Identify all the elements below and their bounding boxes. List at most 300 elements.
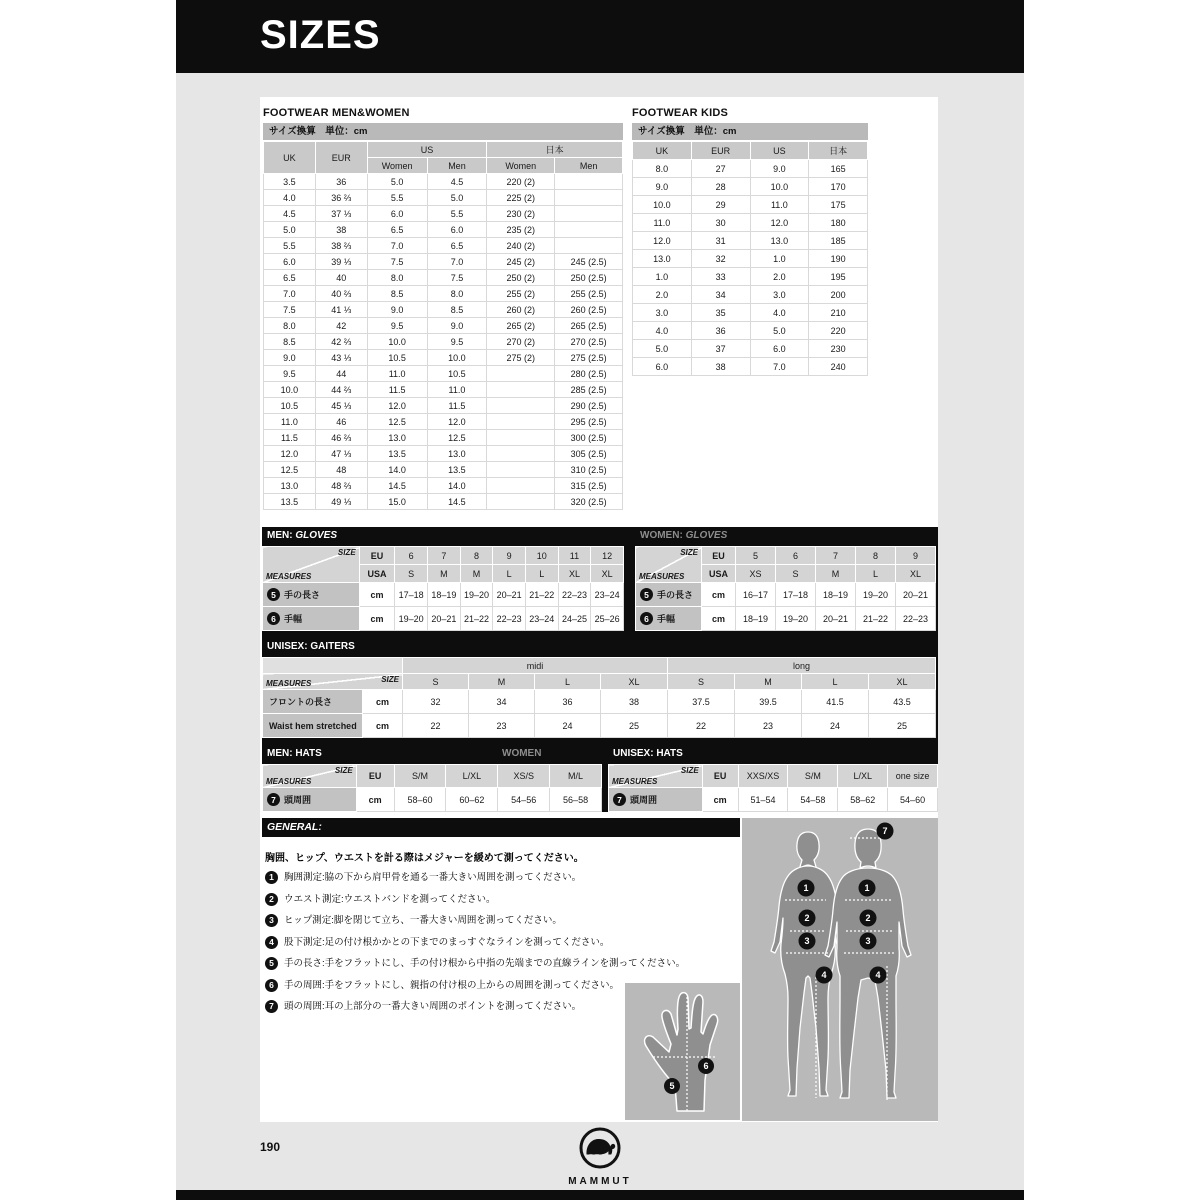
size-value-cell: 12.0 xyxy=(367,398,427,414)
size-value-cell xyxy=(487,446,555,462)
size-value-cell: 11.0 xyxy=(427,382,487,398)
size-value-cell: 185 xyxy=(809,232,868,250)
size-value-cell: 195 xyxy=(809,268,868,286)
measures-label: MEASURES xyxy=(266,679,312,688)
footwear-adult-table xyxy=(263,141,623,510)
inseam-marker-woman xyxy=(816,967,833,984)
measure-value-cell: 23 xyxy=(735,714,802,738)
gloves-women-title-em: GLOVES xyxy=(685,530,728,541)
size-value-cell: 13.0 xyxy=(264,478,316,494)
head-marker xyxy=(877,823,894,840)
size-value-cell: 12.5 xyxy=(367,414,427,430)
measure-value-cell: 19–20 xyxy=(776,607,816,631)
body-measure-diagram xyxy=(742,818,938,1121)
size-value-cell: 5.5 xyxy=(367,190,427,206)
size-value-cell: 8.0 xyxy=(427,286,487,302)
size-value-cell: 6.0 xyxy=(367,206,427,222)
size-value-cell: 9.0 xyxy=(367,302,427,318)
col-header-jp: 日本 xyxy=(487,142,623,158)
size-header-cell: 7 xyxy=(428,547,461,565)
size-value-cell xyxy=(555,238,623,254)
size-value-cell: 8.0 xyxy=(367,270,427,286)
size-value-cell: 36 ⅔ xyxy=(315,190,367,206)
length-group-header: midi xyxy=(403,658,668,674)
size-value-cell: 280 (2.5) xyxy=(555,366,623,382)
size-value-cell xyxy=(487,366,555,382)
size-value-cell: 4.5 xyxy=(427,174,487,190)
size-label: SIZE xyxy=(680,766,699,775)
footwear-adult-unit-bar: サイズ換算 単位：cm xyxy=(263,123,623,140)
page-footer-bar xyxy=(176,1190,1024,1200)
size-value-cell: 37 xyxy=(691,340,750,358)
col-header: 日本 xyxy=(809,142,868,160)
size-value-cell: 11.0 xyxy=(367,366,427,382)
size-value-cell: 175 xyxy=(809,196,868,214)
size-header-cell: M/L xyxy=(550,765,602,788)
size-value-cell xyxy=(487,430,555,446)
hip-marker-woman xyxy=(799,933,816,950)
size-value-cell xyxy=(555,222,623,238)
size-value-cell: 13.5 xyxy=(264,494,316,510)
size-value-cell: 235 (2) xyxy=(487,222,555,238)
size-value-cell: 220 (2) xyxy=(487,174,555,190)
size-measures-corner-cell xyxy=(609,765,703,788)
measure-value-cell: 34 xyxy=(469,690,535,714)
size-value-cell: 40 xyxy=(315,270,367,286)
instruction-text: ウエスト測定:ウエストバンドを測ってください。 xyxy=(284,893,496,905)
size-header-cell: XS/S xyxy=(498,765,550,788)
size-value-cell: 35 xyxy=(691,304,750,322)
size-value-cell: 46 xyxy=(315,414,367,430)
eu-label-cell: EU xyxy=(356,765,394,788)
size-value-cell: 3.0 xyxy=(750,286,809,304)
size-value-cell xyxy=(487,398,555,414)
measure-value-cell: 19–20 xyxy=(856,583,896,607)
size-value-cell: 255 (2.5) xyxy=(555,286,623,302)
measures-label: MEASURES xyxy=(612,777,658,786)
size-value-cell: 41 ⅓ xyxy=(315,302,367,318)
size-value-cell: 285 (2.5) xyxy=(555,382,623,398)
mammoth-icon xyxy=(578,1126,622,1170)
circled-number: 5 xyxy=(267,588,280,601)
size-value-cell: 6.5 xyxy=(427,238,487,254)
svg-text:2: 2 xyxy=(804,913,810,923)
size-value-cell: 12.0 xyxy=(750,214,809,232)
instruction-text: 股下測定:足の付け根かかとの下までのまっすぐなラインを測ってください。 xyxy=(284,936,610,948)
size-value-cell: 39 ⅓ xyxy=(315,254,367,270)
size-value-cell: 165 xyxy=(809,160,868,178)
instruction-text: 頭の周囲:耳の上部分の一番大きい周囲のポイントを測ってください。 xyxy=(284,1001,582,1012)
size-value-cell: 180 xyxy=(809,214,868,232)
size-header-cell: 6 xyxy=(776,547,816,565)
unit-cell: cm xyxy=(363,714,403,738)
measure-value-cell: 25 xyxy=(601,714,668,738)
size-value-cell: 320 (2.5) xyxy=(555,494,623,510)
usa-label-cell: USA xyxy=(359,565,395,583)
circled-number: 6 xyxy=(267,612,280,625)
size-value-cell: 10.0 xyxy=(367,334,427,350)
size-value-cell: 290 (2.5) xyxy=(555,398,623,414)
general-title: GENERAL: xyxy=(262,818,740,837)
measure-value-cell: 18–19 xyxy=(428,583,461,607)
col-header-uk: UK xyxy=(264,142,316,174)
size-value-cell: 48 ⅔ xyxy=(315,478,367,494)
size-value-cell: 9.5 xyxy=(427,334,487,350)
row-label-cell: フロントの長さ xyxy=(263,690,363,714)
measure-value-cell: 54–60 xyxy=(888,788,938,812)
general-intro: 胸囲、ヒップ、ウエストを計る際はメジャーを緩めて測ってください。 xyxy=(265,853,584,864)
footwear-kids-table xyxy=(632,141,868,376)
measure-value-cell: 21–22 xyxy=(525,583,558,607)
size-value-cell: 9.0 xyxy=(633,178,692,196)
size-label: SIZE xyxy=(334,766,353,775)
hats-men-table xyxy=(262,764,602,812)
size-value-cell: 27 xyxy=(691,160,750,178)
gloves-section xyxy=(262,527,938,638)
size-value-cell: 7.5 xyxy=(427,270,487,286)
size-value-cell: 11.5 xyxy=(367,382,427,398)
waist-marker-man xyxy=(860,910,877,927)
size-value-cell: 270 (2.5) xyxy=(555,334,623,350)
size-value-cell: 7.0 xyxy=(264,286,316,302)
instruction-item xyxy=(265,871,741,884)
size-value-cell: 4.5 xyxy=(264,206,316,222)
size-value-cell: 245 (2) xyxy=(487,254,555,270)
size-value-cell: 250 (2) xyxy=(487,270,555,286)
size-measures-corner-cell xyxy=(263,674,403,690)
size-value-cell: 250 (2.5) xyxy=(555,270,623,286)
size-value-cell: 5.5 xyxy=(427,206,487,222)
size-label: SIZE xyxy=(337,548,356,557)
size-value-cell: 38 ⅔ xyxy=(315,238,367,254)
size-value-cell: 6.5 xyxy=(264,270,316,286)
row-label: 手幅 xyxy=(657,614,676,624)
size-value-cell: 260 (2) xyxy=(487,302,555,318)
size-header-cell: 11 xyxy=(558,547,591,565)
size-value-cell: 13.0 xyxy=(367,430,427,446)
measure-value-cell: 21–22 xyxy=(856,607,896,631)
hats-men-title xyxy=(262,745,602,763)
size-value-cell: 315 (2.5) xyxy=(555,478,623,494)
size-value-cell: 49 ⅓ xyxy=(315,494,367,510)
measure-value-cell: 22–23 xyxy=(493,607,526,631)
page-title: SIZES xyxy=(260,13,381,57)
size-value-cell: 2.0 xyxy=(633,286,692,304)
size-value-cell: 300 (2.5) xyxy=(555,430,623,446)
size-header-cell: XL xyxy=(869,674,936,690)
measure-value-cell: 22–23 xyxy=(558,583,591,607)
size-value-cell: 11.0 xyxy=(750,196,809,214)
svg-text:2: 2 xyxy=(865,913,871,923)
footwear-kids-heading: FOOTWEAR KIDS xyxy=(632,107,729,119)
inseam-marker-man xyxy=(870,967,887,984)
size-value-cell: 275 (2) xyxy=(487,350,555,366)
size-value-cell: 29 xyxy=(691,196,750,214)
measure-value-cell: 43.5 xyxy=(869,690,936,714)
hand-measure-diagram xyxy=(625,983,740,1120)
size-value-cell: 4.0 xyxy=(750,304,809,322)
svg-text:4: 4 xyxy=(821,970,827,980)
size-value-cell xyxy=(555,174,623,190)
size-value-cell: 9.5 xyxy=(264,366,316,382)
size-value-cell: 38 xyxy=(691,358,750,376)
size-value-cell: 48 xyxy=(315,462,367,478)
size-value-cell: 11.0 xyxy=(264,414,316,430)
hats-section xyxy=(262,745,938,812)
col-header-us: US xyxy=(367,142,487,158)
size-value-cell: 44 ⅔ xyxy=(315,382,367,398)
size-value-cell: 12.5 xyxy=(427,430,487,446)
circled-number: 2 xyxy=(265,893,278,906)
size-header-cell: S xyxy=(776,565,816,583)
size-header-cell: L xyxy=(535,674,601,690)
size-value-cell xyxy=(487,478,555,494)
size-value-cell: 13.5 xyxy=(427,462,487,478)
gloves-men-table xyxy=(262,546,624,631)
size-value-cell: 15.0 xyxy=(367,494,427,510)
size-value-cell: 7.0 xyxy=(367,238,427,254)
measure-value-cell: 23–24 xyxy=(525,607,558,631)
measure-value-cell: 24–25 xyxy=(558,607,591,631)
size-value-cell xyxy=(487,494,555,510)
size-value-cell: 240 (2) xyxy=(487,238,555,254)
row-label-cell xyxy=(263,788,357,812)
svg-text:1: 1 xyxy=(803,883,809,893)
size-header-cell: XS xyxy=(736,565,776,583)
size-value-cell: 310 (2.5) xyxy=(555,462,623,478)
size-value-cell: 270 (2) xyxy=(487,334,555,350)
size-measures-corner-cell xyxy=(263,547,360,583)
size-header-cell: 9 xyxy=(493,547,526,565)
eu-label-cell: EU xyxy=(702,765,738,788)
size-header-cell: XL xyxy=(558,565,591,583)
col-subheader: Women xyxy=(367,158,427,174)
size-header-cell: 7 xyxy=(816,547,856,565)
measure-value-cell: 54–58 xyxy=(788,788,838,812)
svg-text:6: 6 xyxy=(703,1061,709,1071)
size-value-cell: 295 (2.5) xyxy=(555,414,623,430)
size-header-cell: L xyxy=(493,565,526,583)
size-header-cell: M xyxy=(816,565,856,583)
size-header-cell: 6 xyxy=(395,547,428,565)
size-value-cell: 9.0 xyxy=(750,160,809,178)
measure-value-cell: 58–62 xyxy=(838,788,888,812)
gloves-men-title-prefix: MEN: xyxy=(267,530,293,541)
size-value-cell: 40 ⅔ xyxy=(315,286,367,302)
size-value-cell: 230 xyxy=(809,340,868,358)
size-value-cell: 5.5 xyxy=(264,238,316,254)
size-value-cell: 14.5 xyxy=(427,494,487,510)
measure-value-cell: 20–21 xyxy=(493,583,526,607)
unit-cell: cm xyxy=(702,583,736,607)
size-value-cell: 10.5 xyxy=(264,398,316,414)
size-value-cell: 9.0 xyxy=(427,318,487,334)
measure-value-cell: 32 xyxy=(403,690,469,714)
size-value-cell: 14.5 xyxy=(367,478,427,494)
brand-logo xyxy=(176,1126,1024,1187)
size-value-cell: 5.0 xyxy=(427,190,487,206)
size-value-cell: 14.0 xyxy=(427,478,487,494)
svg-text:4: 4 xyxy=(875,970,881,980)
measure-value-cell: 41.5 xyxy=(802,690,869,714)
row-label-cell xyxy=(609,788,703,812)
measures-label: MEASURES xyxy=(266,777,312,786)
size-header-cell: XL xyxy=(601,674,668,690)
size-header-cell: L xyxy=(856,565,896,583)
chest-marker-woman xyxy=(798,880,815,897)
size-header-cell: M xyxy=(735,674,802,690)
size-value-cell: 1.0 xyxy=(750,250,809,268)
size-value-cell: 13.0 xyxy=(750,232,809,250)
content-panel xyxy=(260,97,938,1122)
size-header-cell: one size xyxy=(888,765,938,788)
size-value-cell: 275 (2.5) xyxy=(555,350,623,366)
size-header-cell: S/M xyxy=(394,765,446,788)
size-value-cell: 8.0 xyxy=(633,160,692,178)
circled-number: 7 xyxy=(265,1000,278,1013)
measure-value-cell: 24 xyxy=(802,714,869,738)
size-value-cell: 28 xyxy=(691,178,750,196)
size-header-cell: 10 xyxy=(525,547,558,565)
size-value-cell: 5.0 xyxy=(633,340,692,358)
size-value-cell: 6.0 xyxy=(264,254,316,270)
col-header: EUR xyxy=(691,142,750,160)
circled-number: 7 xyxy=(267,793,280,806)
size-header-cell: XL xyxy=(896,565,936,583)
measure-value-cell: 20–21 xyxy=(896,583,936,607)
size-label: SIZE xyxy=(381,675,399,684)
hats-women-subtitle: WOMEN xyxy=(502,748,542,759)
measure-value-cell: 24 xyxy=(535,714,601,738)
measure-value-cell: 23–24 xyxy=(591,583,624,607)
unit-cell: cm xyxy=(363,690,403,714)
size-value-cell: 5.0 xyxy=(264,222,316,238)
size-header-cell: S xyxy=(395,565,428,583)
svg-text:1: 1 xyxy=(864,883,870,893)
size-value-cell: 36 xyxy=(315,174,367,190)
instruction-text: 手の長さ:手をフラットにし、手の付け根から中指の先端までの直線ラインを測ってください。 xyxy=(284,958,686,969)
general-section xyxy=(262,818,938,1122)
size-value-cell: 43 ⅓ xyxy=(315,350,367,366)
size-header-cell: 12 xyxy=(591,547,624,565)
size-header-cell: S/M xyxy=(788,765,838,788)
size-value-cell: 12.0 xyxy=(633,232,692,250)
footwear-adult-section xyxy=(263,107,623,510)
brand-name: MAMMUT xyxy=(568,1176,632,1187)
col-header: UK xyxy=(633,142,692,160)
size-value-cell: 42 ⅔ xyxy=(315,334,367,350)
usa-label-cell: USA xyxy=(702,565,736,583)
footwear-adult-heading: FOOTWEAR MEN&WOMEN xyxy=(263,107,410,119)
footwear-kids-unit-bar: サイズ換算 単位：cm xyxy=(632,123,868,140)
col-subheader: Men xyxy=(427,158,487,174)
measure-value-cell: 58–60 xyxy=(394,788,446,812)
size-value-cell: 1.0 xyxy=(633,268,692,286)
measure-value-cell: 38 xyxy=(601,690,668,714)
unit-cell: cm xyxy=(702,607,736,631)
size-header-cell: 8 xyxy=(856,547,896,565)
size-value-cell: 5.0 xyxy=(367,174,427,190)
hats-unisex-table xyxy=(608,764,938,812)
gloves-men-block xyxy=(262,527,624,631)
size-value-cell: 6.0 xyxy=(427,222,487,238)
gloves-women-block xyxy=(635,527,938,631)
size-value-cell: 12.0 xyxy=(264,446,316,462)
measure-value-cell: 18–19 xyxy=(736,607,776,631)
circled-number: 3 xyxy=(265,914,278,927)
size-value-cell: 32 xyxy=(691,250,750,268)
col-header: US xyxy=(750,142,809,160)
size-value-cell: 9.5 xyxy=(367,318,427,334)
size-value-cell: 45 ⅓ xyxy=(315,398,367,414)
blank-corner-cell xyxy=(263,658,403,674)
measure-value-cell: 17–18 xyxy=(776,583,816,607)
row-label-cell xyxy=(263,607,360,631)
size-value-cell: 225 (2) xyxy=(487,190,555,206)
measure-value-cell: 22–23 xyxy=(896,607,936,631)
size-header-cell: 8 xyxy=(460,547,493,565)
instruction-text: ヒップ測定:脚を閉じて立ち、一番大きい周囲を測ってください。 xyxy=(284,915,562,926)
size-value-cell: 6.0 xyxy=(633,358,692,376)
size-value-cell: 230 (2) xyxy=(487,206,555,222)
size-header-cell: L xyxy=(525,565,558,583)
size-value-cell: 10.0 xyxy=(264,382,316,398)
instruction-text: 胸囲測定:脇の下から肩甲骨を通る一番大きい周囲を測ってください。 xyxy=(284,872,582,883)
size-value-cell xyxy=(487,382,555,398)
size-header-cell: XL xyxy=(591,565,624,583)
measure-value-cell: 60–62 xyxy=(446,788,498,812)
circled-number: 6 xyxy=(640,612,653,625)
size-value-cell: 31 xyxy=(691,232,750,250)
row-label-cell xyxy=(263,583,360,607)
measure-value-cell: 25–26 xyxy=(591,607,624,631)
size-value-cell: 6.0 xyxy=(750,340,809,358)
size-value-cell: 38 xyxy=(315,222,367,238)
size-value-cell: 7.5 xyxy=(367,254,427,270)
size-value-cell: 265 (2) xyxy=(487,318,555,334)
measures-label: MEASURES xyxy=(639,572,685,581)
size-value-cell: 13.5 xyxy=(367,446,427,462)
size-value-cell: 10.0 xyxy=(750,178,809,196)
eu-label-cell: EU xyxy=(702,547,736,565)
circled-number: 5 xyxy=(640,588,653,601)
size-measures-corner-cell xyxy=(636,547,702,583)
size-value-cell: 11.0 xyxy=(633,214,692,232)
gaiters-section xyxy=(262,638,938,745)
instruction-text: 手の周囲:手をフラットにし、親指の付け根の上からの周囲を測ってください。 xyxy=(284,979,619,991)
gloves-men-title-em: GLOVES xyxy=(295,530,338,541)
size-value-cell: 13.0 xyxy=(427,446,487,462)
size-value-cell: 10.0 xyxy=(633,196,692,214)
size-value-cell: 4.0 xyxy=(264,190,316,206)
circled-number: 7 xyxy=(613,793,626,806)
size-header-cell: 9 xyxy=(896,547,936,565)
svg-text:3: 3 xyxy=(804,936,810,946)
size-header-cell: L xyxy=(802,674,869,690)
size-value-cell: 3.0 xyxy=(633,304,692,322)
hats-unisex-title: UNISEX: HATS xyxy=(613,748,683,759)
page-area xyxy=(176,0,1024,1200)
measure-value-cell: 56–58 xyxy=(550,788,602,812)
size-header-cell: L/XL xyxy=(838,765,888,788)
hand-icon xyxy=(625,983,740,1120)
chest-marker-man xyxy=(859,880,876,897)
unit-cell: cm xyxy=(702,788,738,812)
size-value-cell: 14.0 xyxy=(367,462,427,478)
measure-value-cell: 21–22 xyxy=(460,607,493,631)
hand-length-marker xyxy=(664,1078,680,1094)
hats-men-title-text: MEN: HATS xyxy=(267,748,322,759)
